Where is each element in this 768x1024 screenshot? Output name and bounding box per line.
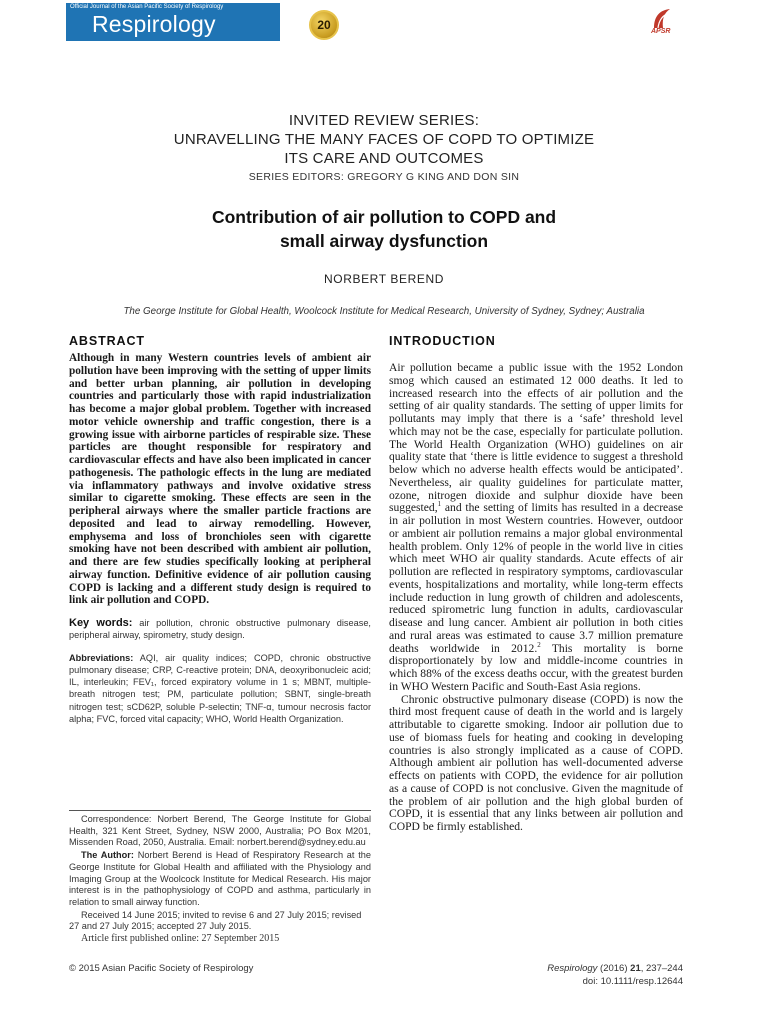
series-line-1: INVITED REVIEW SERIES: — [288, 112, 480, 129]
anniversary-badge-icon: 20 — [309, 10, 339, 40]
copyright: © 2015 Asian Pacific Society of Respirology — [69, 963, 254, 974]
abstract-section — [69, 334, 371, 725]
footer-year: (2016) — [600, 963, 628, 974]
keywords — [69, 617, 371, 642]
footer-volume: 21 — [630, 963, 641, 974]
correspondence-text: Correspondence: Norbert Berend, The George Institute for Global Health, 321 Kent Street, Sydney, NSW 2000, Australia; PO Box M201, Missenden Road, 2050, Australia. Email: norbert.berend@sydney.edu.au — [69, 814, 371, 848]
journal-name: Respirology — [92, 11, 216, 37]
apsr-logo-icon — [646, 6, 678, 40]
keywords-label: Key words: — [69, 617, 133, 629]
official-journal-line: Official Journal of the Asian Pacific Society of Respirology — [70, 4, 224, 10]
introduction-heading: INTRODUCTION — [389, 334, 496, 348]
received-dates: Received 14 June 2015; invited to revise 6 and 27 July 2015; revised 27 and 27 July 2015; accepted 27 July 2015. — [69, 909, 362, 932]
abstract-text: Although in many Western countries levels of ambient air pollution have been improving with the setting of upper limits and better urban planning, air pollution in developing countries and particularly those with rapid industrialization has become a major global problem. Together with increased motor vehicle ownership and traffic congestion, there is a growing issue with airborne particles of respirable size. These particles are thought responsible for respiratory and cardiovascular effects and have also been implicated in cancer pathogenesis. The pathologic effects in the lung are mediated via inflammatory pathways and involve oxidative stress similar to cigarette smoking. These effects are seen in the peripheral airways where the smaller particle fractions are deposited and lead to airway remodelling. However, emphysema and loss of bronchioles seen with cigarette smoking have not been described with ambient air pollution, and there are few studies specifically looking at peripheral airway function. Definitive evidence of air pollution causing COPD is lacking and a different study design is required to link air pollution and COPD. — [69, 352, 371, 607]
footnote-divider — [69, 810, 371, 811]
article-title-line-2: small airway dysfunction — [279, 231, 489, 251]
introduction-section — [389, 334, 683, 834]
published-online: Article first published online: 27 September 2015 — [81, 933, 280, 945]
series-line-2: UNRAVELLING THE MANY FACES OF COPD TO OPTIMIZE — [173, 131, 595, 148]
reference-2: 2 — [537, 640, 541, 649]
footer-doi: doi: 10.1111/resp.12644 — [582, 976, 683, 987]
introduction-paragraph-2: Chronic obstructive pulmonary disease (COPD) is now the third most frequent cause of death in the world and is largely attributable to cigarette smoking. Indoor air pollution due to use of biomass fuels for heating and cooking in developing countries is also strongly implicated as a cause of COPD. Although ambient air pollution has well-documented adverse effects on patients with COPD, the evidence for air pollution as a cause of COPD is not conclusive. Given the magnitude of the problem of air pollution and the high global burden of COPD, it is essential that any links between air pollution and COPD be firmly established. — [389, 692, 683, 833]
citation-footer — [547, 962, 683, 988]
article-title-line-1: Contribution of air pollution to COPD and — [211, 207, 557, 227]
author-bio-label: The Author: — [81, 850, 134, 861]
journal-banner — [66, 3, 331, 41]
abbreviations — [69, 652, 371, 725]
abstract-heading: ABSTRACT — [69, 334, 145, 348]
abbreviations-text: AQI, air quality indices; COPD, chronic obstructive pulmonary disease; CRP, C-reactive protein; DNA, deoxyribonucleic acid; IL, interleukin; FEV₁, forced expiratory volume in 1 s; MBNT, multiple-breath nitrogen test; PM, particulate pollution; SBNT, single-breath nitrogen test; sCD62P, soluble P-selectin; TNF-α, tumour necrosis factor alpha; FVC, forced vital capacity; WHO, World Health Organization. — [69, 652, 372, 724]
series-line-3: ITS CARE AND OUTCOMES — [284, 150, 484, 167]
series-editors: SERIES EDITORS: GREGORY G KING AND DON SIN — [248, 171, 520, 183]
footer-journal: Respirology — [547, 963, 598, 974]
footer-pages: , 237–244 — [640, 963, 683, 974]
author-affiliation: The George Institute for Global Health, Woolcock Institute for Medical Research, University of Sydney, Sydney; Australia — [123, 306, 645, 317]
introduction-paragraph-1: Air pollution became a public issue with the 1952 London smog which caused an estimated 12 000 deaths. It led to increased research into the effects of air pollution and the setting of air quality standards. The setting of upper limits for pollutants may imply that there is a ‘safe’ threshold level which may not be the case, especially for particulate pollution. The World Health Organization (WHO) guidelines on air quality state that ‘there is little evidence to suggest a threshold below which no adverse health effects would be anticipated’. Nevertheless, air quality guidelines for particulate matter, ozone, nitrogen dioxide and sulphur dioxide have been suggested,$^1$ and the setting of limits has resulted in a decrease in air pollution in most Western countries. However, outdoor or ambient air pollution remains a major global environmental health problem. Only 12% of people in the world live in cities which meet WHO air quality standards. Acute effects of air pollution are reflected in respiratory symptoms, cardiovascular events, hospitalizations and mortality, while long-term effects include reduction in lung growth of children and adolescents, reduced spirometric lung function in adults, cardiovascular disease and lung cancer. Ambient air pollution in both cities and rural areas was estimated to cause 3.7 million premature deaths worldwide in 2012.$^2$ This mortality is borne disproportionately by low and middle-income countries in which 88% of the excess deaths occur, with the greatest burden in WHO Western Pacific and South-East Asia regions. — [389, 361, 683, 693]
abbreviations-label: Abbreviations: — [69, 652, 134, 663]
author-bio-text: Norbert Berend is Head of Respiratory Research at the George Institute for Global Health and affiliated with the Physiology and Imaging Group at the Woolcock Institute for Medical Research. His major interest is in the pathophysiology of COPD and asthma, particularly in relation to small airway function. — [69, 850, 371, 907]
reference-1: 1 — [437, 500, 442, 509]
author-bio — [69, 850, 371, 909]
apsr-logo-text: APSR — [651, 28, 671, 35]
keywords-text: air pollution, chronic obstructive pulmonary disease, peripheral airway, spirometry, study design. — [69, 618, 371, 641]
correspondence-section — [69, 814, 371, 945]
author-name: NORBERT BEREND — [324, 272, 444, 286]
